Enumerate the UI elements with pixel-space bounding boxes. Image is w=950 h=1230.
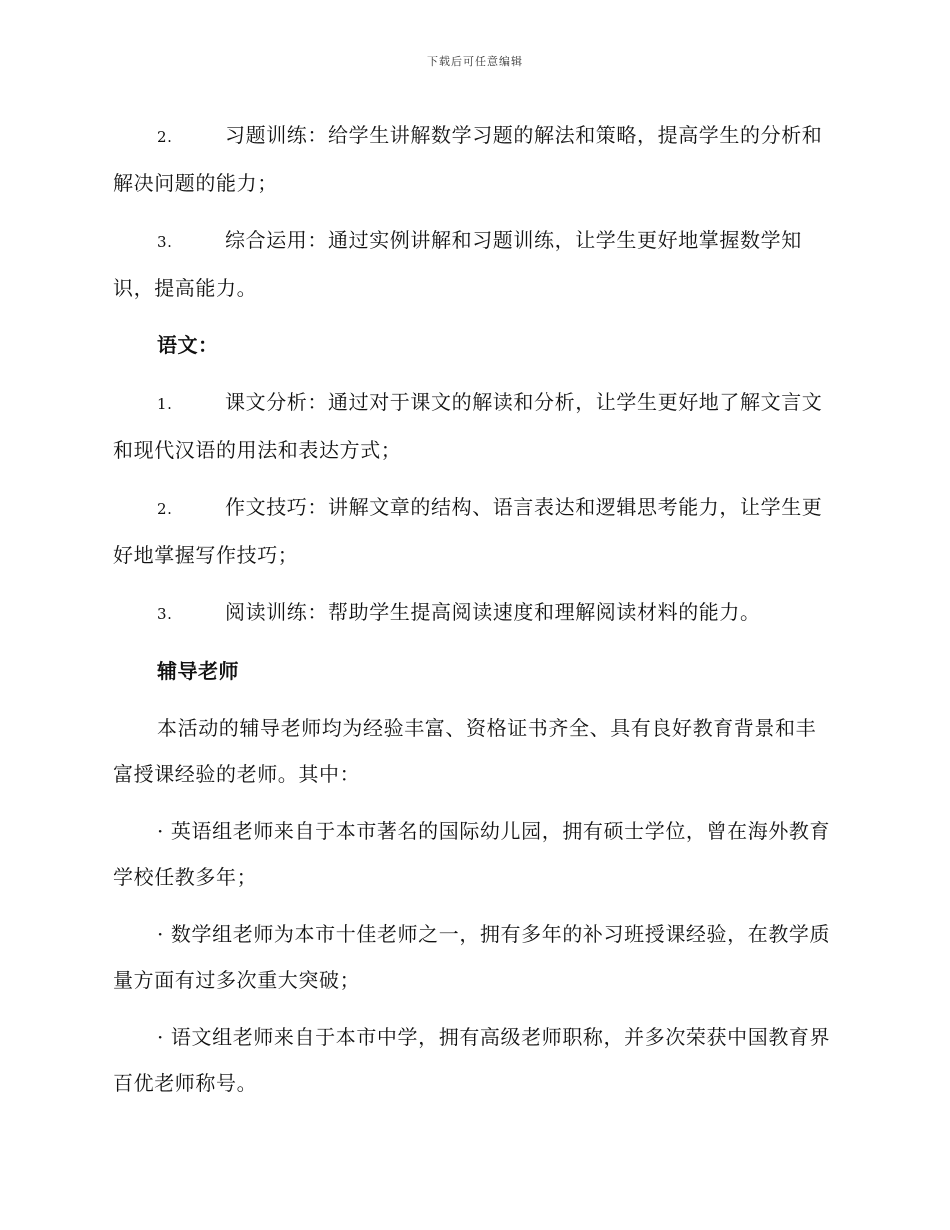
list-item-chinese-2 [113, 484, 835, 578]
header-note: 下载后可任意编辑 [427, 55, 523, 68]
item-number: 3. [157, 233, 173, 251]
item-number: 2. [157, 500, 173, 518]
list-item-math-2 [113, 112, 835, 206]
section-heading-tutors: 辅导老师 [157, 659, 239, 683]
document-body [113, 112, 835, 1117]
item-text: 课文分析：通过对于课文的解读和分析，让学生更好地了解文言文和现代汉语的用法和表达方式； [113, 390, 823, 462]
tutors-intro-paragraph: 本活动的辅导老师均为经验丰富、资格证书齐全、具有良好教育背景和丰富授课经验的老师。其中： [113, 716, 817, 786]
item-text: 阅读训练：帮助学生提高阅读速度和理解阅读材料的能力。 [225, 600, 761, 624]
item-number: 3. [157, 605, 173, 623]
item-number: 1. [157, 395, 173, 413]
item-number: 2. [157, 128, 173, 146]
tutor-bullet-math: · 数学组老师为本市十佳老师之一，拥有多年的补习班授课经验，在教学质量方面有过多次重大突破； [113, 922, 831, 992]
list-item-chinese-1 [113, 379, 835, 473]
item-text: 综合运用：通过实例讲解和习题训练，让学生更好地掌握数学知识，提高能力。 [113, 228, 802, 300]
tutor-bullet-english: · 英语组老师来自于本市著名的国际幼儿园，拥有硕士学位，曾在海外教育学校任教多年； [113, 819, 831, 889]
list-item-math-3 [113, 217, 835, 311]
item-text: 习题训练：给学生讲解数学习题的解法和策略，提高学生的分析和解决问题的能力； [113, 123, 823, 195]
item-text: 作文技巧：讲解文章的结构、语言表达和逻辑思考能力，让学生更好地掌握写作技巧； [113, 495, 823, 567]
section-heading-chinese: 语文： [157, 333, 219, 357]
tutor-bullet-chinese: · 语文组老师来自于本市中学，拥有高级老师职称，并多次荣获中国教育界百优老师称号。 [113, 1025, 831, 1095]
list-item-chinese-3 [113, 589, 835, 637]
